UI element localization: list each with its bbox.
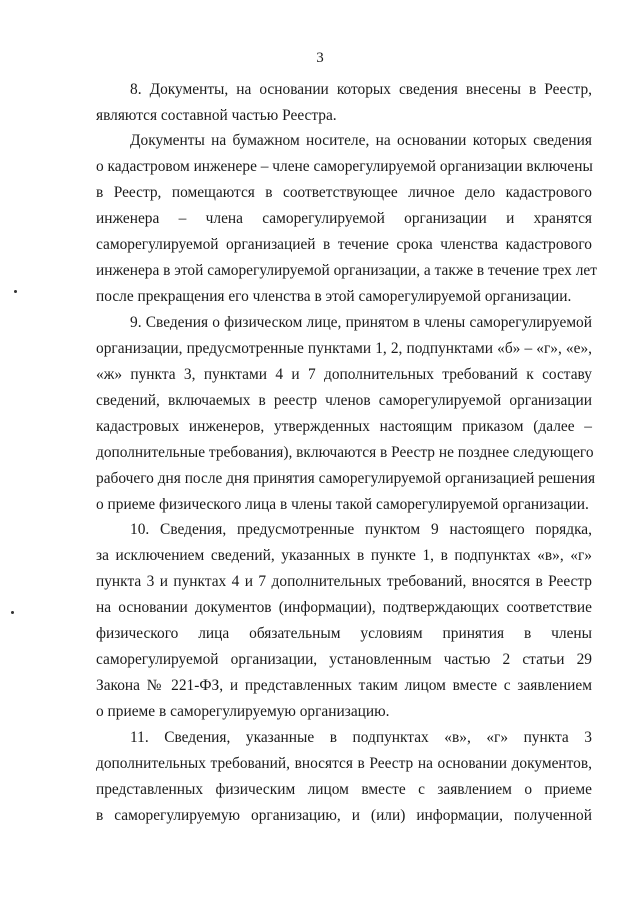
text-line: на основании документов (информации), подтверждающих соответствие (96, 599, 592, 616)
text-line: 9. Сведения о физическом лице, принятом в члены саморегулируемой (130, 314, 592, 331)
text-line: в Реестр, помещаются в соответствующее личное дело кадастрового (96, 184, 592, 201)
text-line: пункта 3 и пунктах 4 и 7 дополнительных требований, вносятся в Реестр (96, 573, 592, 590)
text-line: организации, предусмотренные пунктами 1, 2, подпунктами «б» – «г», «е», (96, 340, 592, 357)
text-line: рабочего дня после дня принятия саморегулируемой организацией решения (96, 470, 596, 487)
text-line: о приеме в саморегулируемую организацию. (96, 703, 390, 720)
text-line: физического лица обязательным условиям принятия в члены (96, 625, 592, 642)
text-line: 10. Сведения, предусмотренные пунктом 9 настоящего порядка, (130, 521, 592, 538)
text-line: 8. Документы, на основании которых сведения внесены в Реестр, (130, 81, 592, 98)
text-line: Закона № 221-ФЗ, и представленных таким лицом вместе с заявлением (96, 677, 592, 694)
page-number: 3 (316, 50, 324, 66)
text-line: о кадастровом инженере – члене саморегулируемой организации включены (96, 158, 593, 175)
text-line: кадастровых инженеров, утвержденных настоящим приказом (далее – (96, 418, 592, 435)
text-line: «ж» пункта 3, пунктами 4 и 7 дополнительных требований к составу (96, 366, 592, 383)
text-line: после прекращения его членства в этой саморегулируемой организации. (96, 288, 572, 305)
text-line: сведений, включаемых в реестр членов саморегулируемой организации (96, 392, 592, 409)
text-line: саморегулируемой организацией в течение срока членства кадастрового (96, 236, 592, 253)
text-line: дополнительные требования), включаются в Реестр не позднее следующего (96, 444, 594, 461)
text-line: являются составной частью Реестра. (96, 107, 337, 124)
text-line: в саморегулируемую организацию, и (или) информации, полученной (96, 807, 592, 824)
scan-speck (14, 290, 17, 293)
text-line: представленных физическим лицом вместе с заявлением о приеме (96, 781, 592, 798)
scan-speck (11, 611, 14, 614)
text-line: саморегулируемой организации, установленным частью 2 статьи 29 (96, 651, 592, 668)
text-line: Документы на бумажном носителе, на основании которых сведения (130, 132, 592, 149)
text-line: за исключением сведений, указанных в пункте 1, в подпунктах «в», «г» (96, 547, 592, 564)
text-line: инженера в этой саморегулируемой организации, а также в течение трех лет (96, 262, 597, 279)
text-line: дополнительных требований, вносятся в Реестр на основании документов, (96, 755, 592, 772)
text-line: инженера – члена саморегулируемой организации и хранятся (96, 210, 592, 227)
text-line: 11. Сведения, указанные в подпунктах «в», «г» пункта 3 (130, 729, 592, 746)
text-line: о приеме физического лица в члены такой саморегулируемой организации. (96, 496, 589, 513)
